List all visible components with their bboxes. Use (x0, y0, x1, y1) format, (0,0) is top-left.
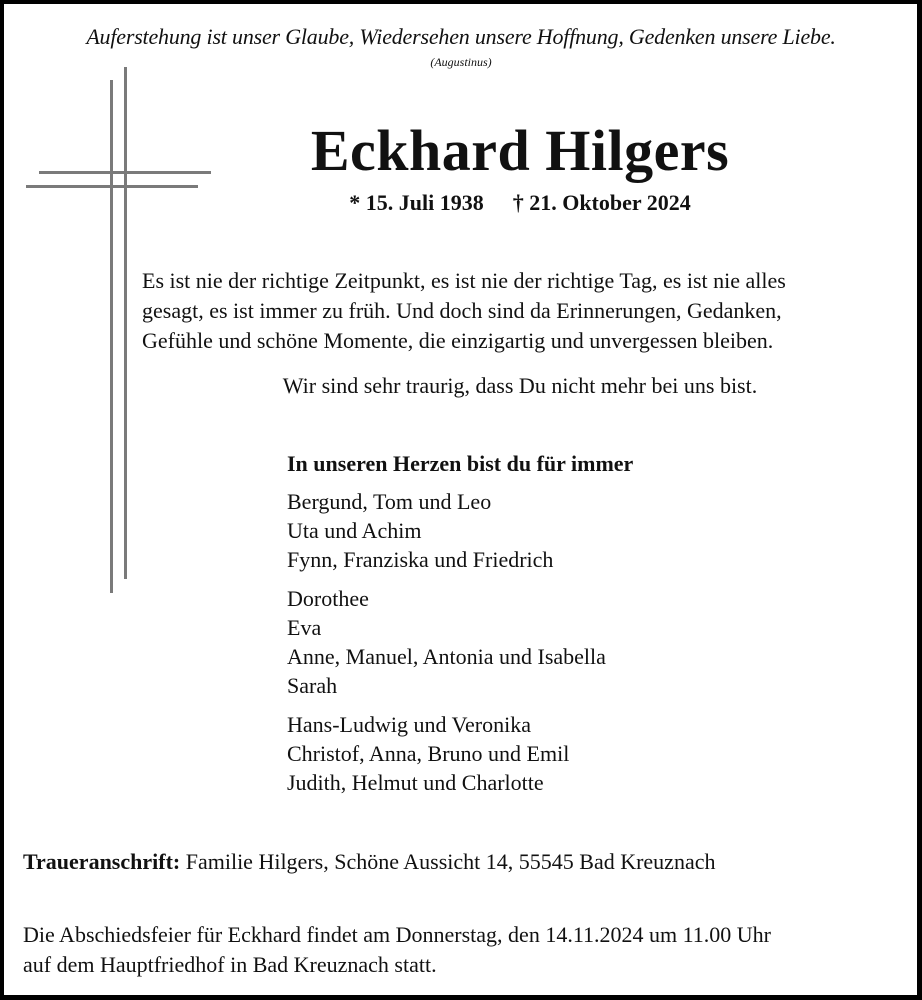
mourner-line: Eva (287, 615, 322, 640)
birth-date: 15. Juli 1938 (365, 190, 484, 215)
mourners-heading: In unseren Herzen bist du für immer (287, 451, 634, 476)
intro-line: Es ist nie der richtige Zeitpunkt, es ist nie der richtige Tag, es ist nie alles (142, 268, 786, 293)
mourner-group (287, 487, 633, 574)
mourner-line: Bergund, Tom und Leo (287, 489, 492, 514)
mourners-list (287, 451, 633, 807)
address-label: Traueranschrift: (23, 849, 181, 874)
mourner-line: Christof, Anna, Bruno und Emil (287, 741, 570, 766)
intro-line: Gefühle und schöne Momente, die einzigartig und unvergessen bleiben. (142, 328, 774, 353)
mourner-line: Uta und Achim (287, 518, 422, 543)
sad-line: Wir sind sehr traurig, dass Du nicht mehr bei uns bist. (282, 373, 758, 398)
mourner-group (287, 710, 633, 797)
death-dagger-icon: † (512, 190, 524, 215)
intro-paragraph (142, 266, 882, 356)
mourner-line: Anne, Manuel, Antonia und Isabella (287, 644, 606, 669)
mourner-line: Sarah (287, 673, 338, 698)
mourner-group (287, 584, 633, 700)
cross-horizontal-bar (26, 185, 198, 188)
motto-quote: Auferstehung ist unser Glaube, Wiedersehen unsere Hoffnung, Gedenken unsere Liebe. (86, 24, 836, 49)
mourner-line: Hans-Ludwig und Veronika (287, 712, 531, 737)
ceremony-line: auf dem Hauptfriedhof in Bad Kreuznach statt. (23, 952, 437, 977)
mourner-line: Dorothee (287, 586, 369, 611)
deceased-name: Eckhard Hilgers (310, 118, 730, 183)
address-value: Familie Hilgers, Schöne Aussicht 14, 55545 Bad Kreuznach (185, 849, 716, 874)
mourner-line: Judith, Helmut und Charlotte (287, 770, 544, 795)
birth-star-icon: * (349, 190, 361, 215)
motto-author: (Augustinus) (430, 55, 492, 69)
death-date: 21. Oktober 2024 (529, 190, 691, 215)
ceremony-notice (23, 920, 771, 980)
mourner-line: Fynn, Franziska und Friedrich (287, 547, 554, 572)
intro-line: gesagt, es ist immer zu früh. Und doch sind da Erinnerungen, Gedanken, (142, 298, 782, 323)
ceremony-line: Die Abschiedsfeier für Eckhard findet am Donnerstag, den 14.11.2024 um 11.00 Uhr (23, 922, 772, 947)
life-dates (0, 190, 922, 216)
mourning-address (23, 849, 715, 875)
